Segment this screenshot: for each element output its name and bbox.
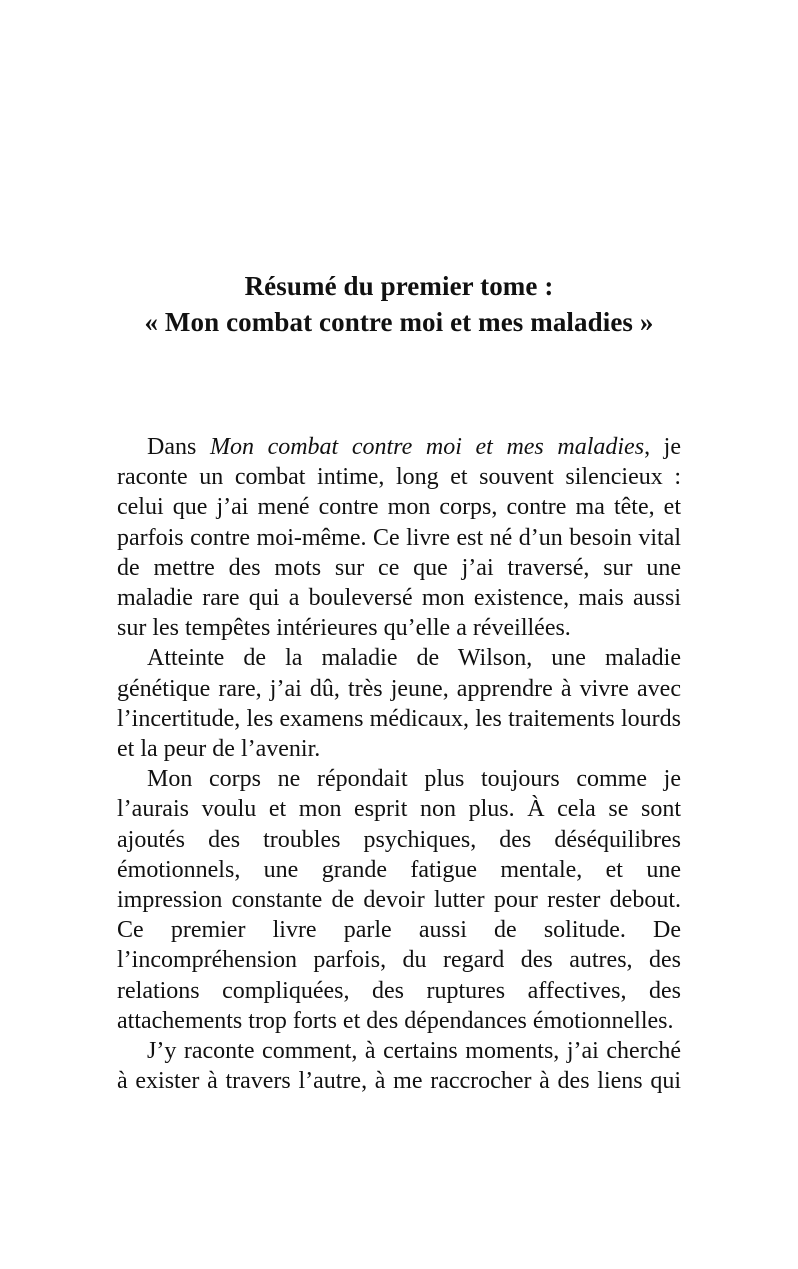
chapter-heading: [0, 268, 798, 340]
paragraph-1-rest: , je raconte un combat intime, long et souvent silencieux : celui que j’ai mené contre mon corps, contre ma tête, et parfois contre moi-même. Ce livre est né d’un besoin vital de mettre des mots sur ce que j’ai traversé, sur une maladie rare qui a bouleversé mon existence, mais aussi sur les tempêtes intérieures qu’elle a réveillées.: [117, 434, 682, 642]
paragraph-1-prefix: Dans: [147, 434, 210, 460]
heading-book-title-line: « Mon combat contre moi et mes maladies »: [144, 307, 654, 337]
book-title-italic: Mon combat contre moi et mes maladies: [209, 434, 645, 460]
paragraph-3: Mon corps ne répondait plus toujours comme je l’aurais voulu et mon esprit non plus. À cela se sont ajoutés des troubles psychiques, des déséquilibres émotionnels, une grande fatigue mentale, et une impression constante de devoir lutter pour rester debout. Ce premier livre parle aussi de solitude. De l’incompréhension parfois, du regard des autres, des relations compliquées, des ruptures affectives, des attachements trop forts et des dépendances émotionnelles.: [117, 766, 681, 1034]
heading-title-line: Résumé du premier tome :: [244, 271, 554, 301]
body-text: [117, 432, 681, 1096]
paragraph-1: [117, 432, 681, 643]
paragraph-4: J’y raconte comment, à certains moments, j’ai cherché à exister à travers l’autre, à me raccrocher à des liens qui: [117, 1038, 681, 1095]
paragraph-2: Atteinte de la maladie de Wilson, une maladie génétique rare, j’ai dû, très jeune, apprendre à vivre avec l’incertitude, les examens médicaux, les traitements lourds et la peur de l’avenir.: [117, 645, 681, 763]
